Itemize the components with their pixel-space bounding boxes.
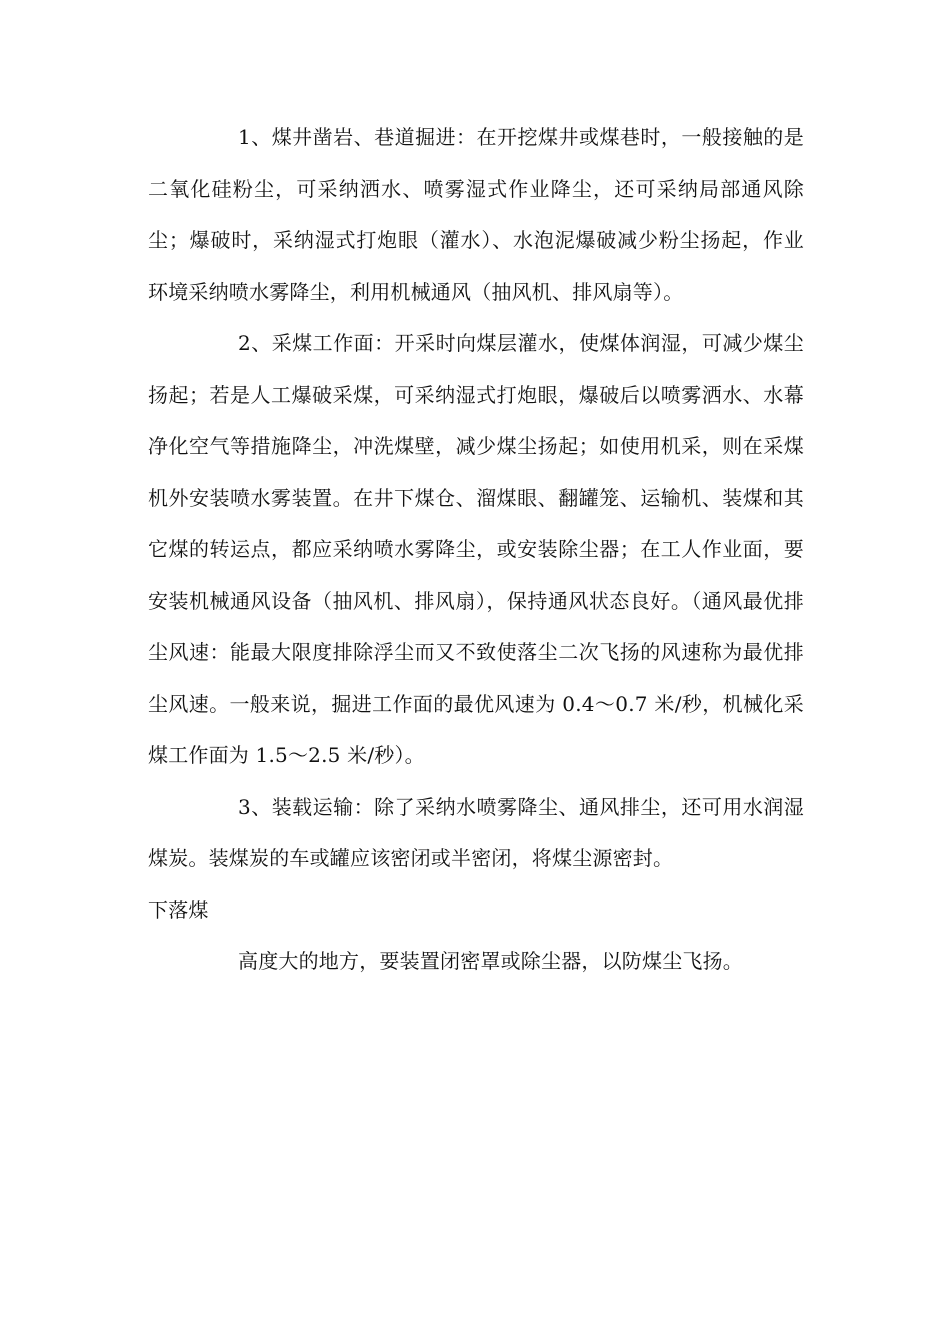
paragraph-rock-drilling-tunneling: 1、煤井凿岩、巷道掘进：在开挖煤井或煤巷时，一般接触的是二氧化硅粉尘，可采纳洒水、喷雾湿式作业降尘，还可采纳局部通风除尘；爆破时，采纳湿式打炮眼（灌水）、水泡泥爆破减少粉尘扬起，作业环境采纳喷水雾降尘，利用机械通风（抽风机、排风扇等）。 [148, 125, 804, 304]
paragraph-high-drop-locations: 高度大的地方，要装置闭密罩或除尘器，以防煤尘飞扬。 [238, 949, 743, 973]
paragraph-falling-coal: 下落煤 [148, 897, 209, 922]
paragraph-coal-mining-face: 2、采煤工作面：开采时向煤层灌水，使煤体润湿，可减少煤尘扬起；若是人工爆破采煤，可采纳湿式打炮眼，爆破后以喷雾洒水、水幕净化空气等措施降尘，冲洗煤壁，减少煤尘扬起；如使用机采，则在采煤机外安装喷水雾装置。在井下煤仓、溜煤眼、翻罐笼、运输机、装煤和其它煤的转运点，都应采纳喷水雾降尘，或安装除尘器；在工人作业面，要安装机械通风设备（抽风机、排风扇），保持通风状态良好。（通风最优排尘风速：能最大限度排除浮尘而又不致使落尘二次飞扬的风速称为最优排尘风速。一般来说，掘进工作面的最优风速为 0.4～0.7 米/秒，机械化采煤工作面为 1.5～2.5 米/秒）。 [148, 331, 804, 767]
document-body [148, 112, 804, 988]
paragraph-loading-transport: 3、装载运输：除了采纳水喷雾降尘、通风排尘，还可用水润湿煤炭。装煤炭的车或罐应该密闭或半密闭，将煤尘源密封。 [148, 794, 804, 870]
